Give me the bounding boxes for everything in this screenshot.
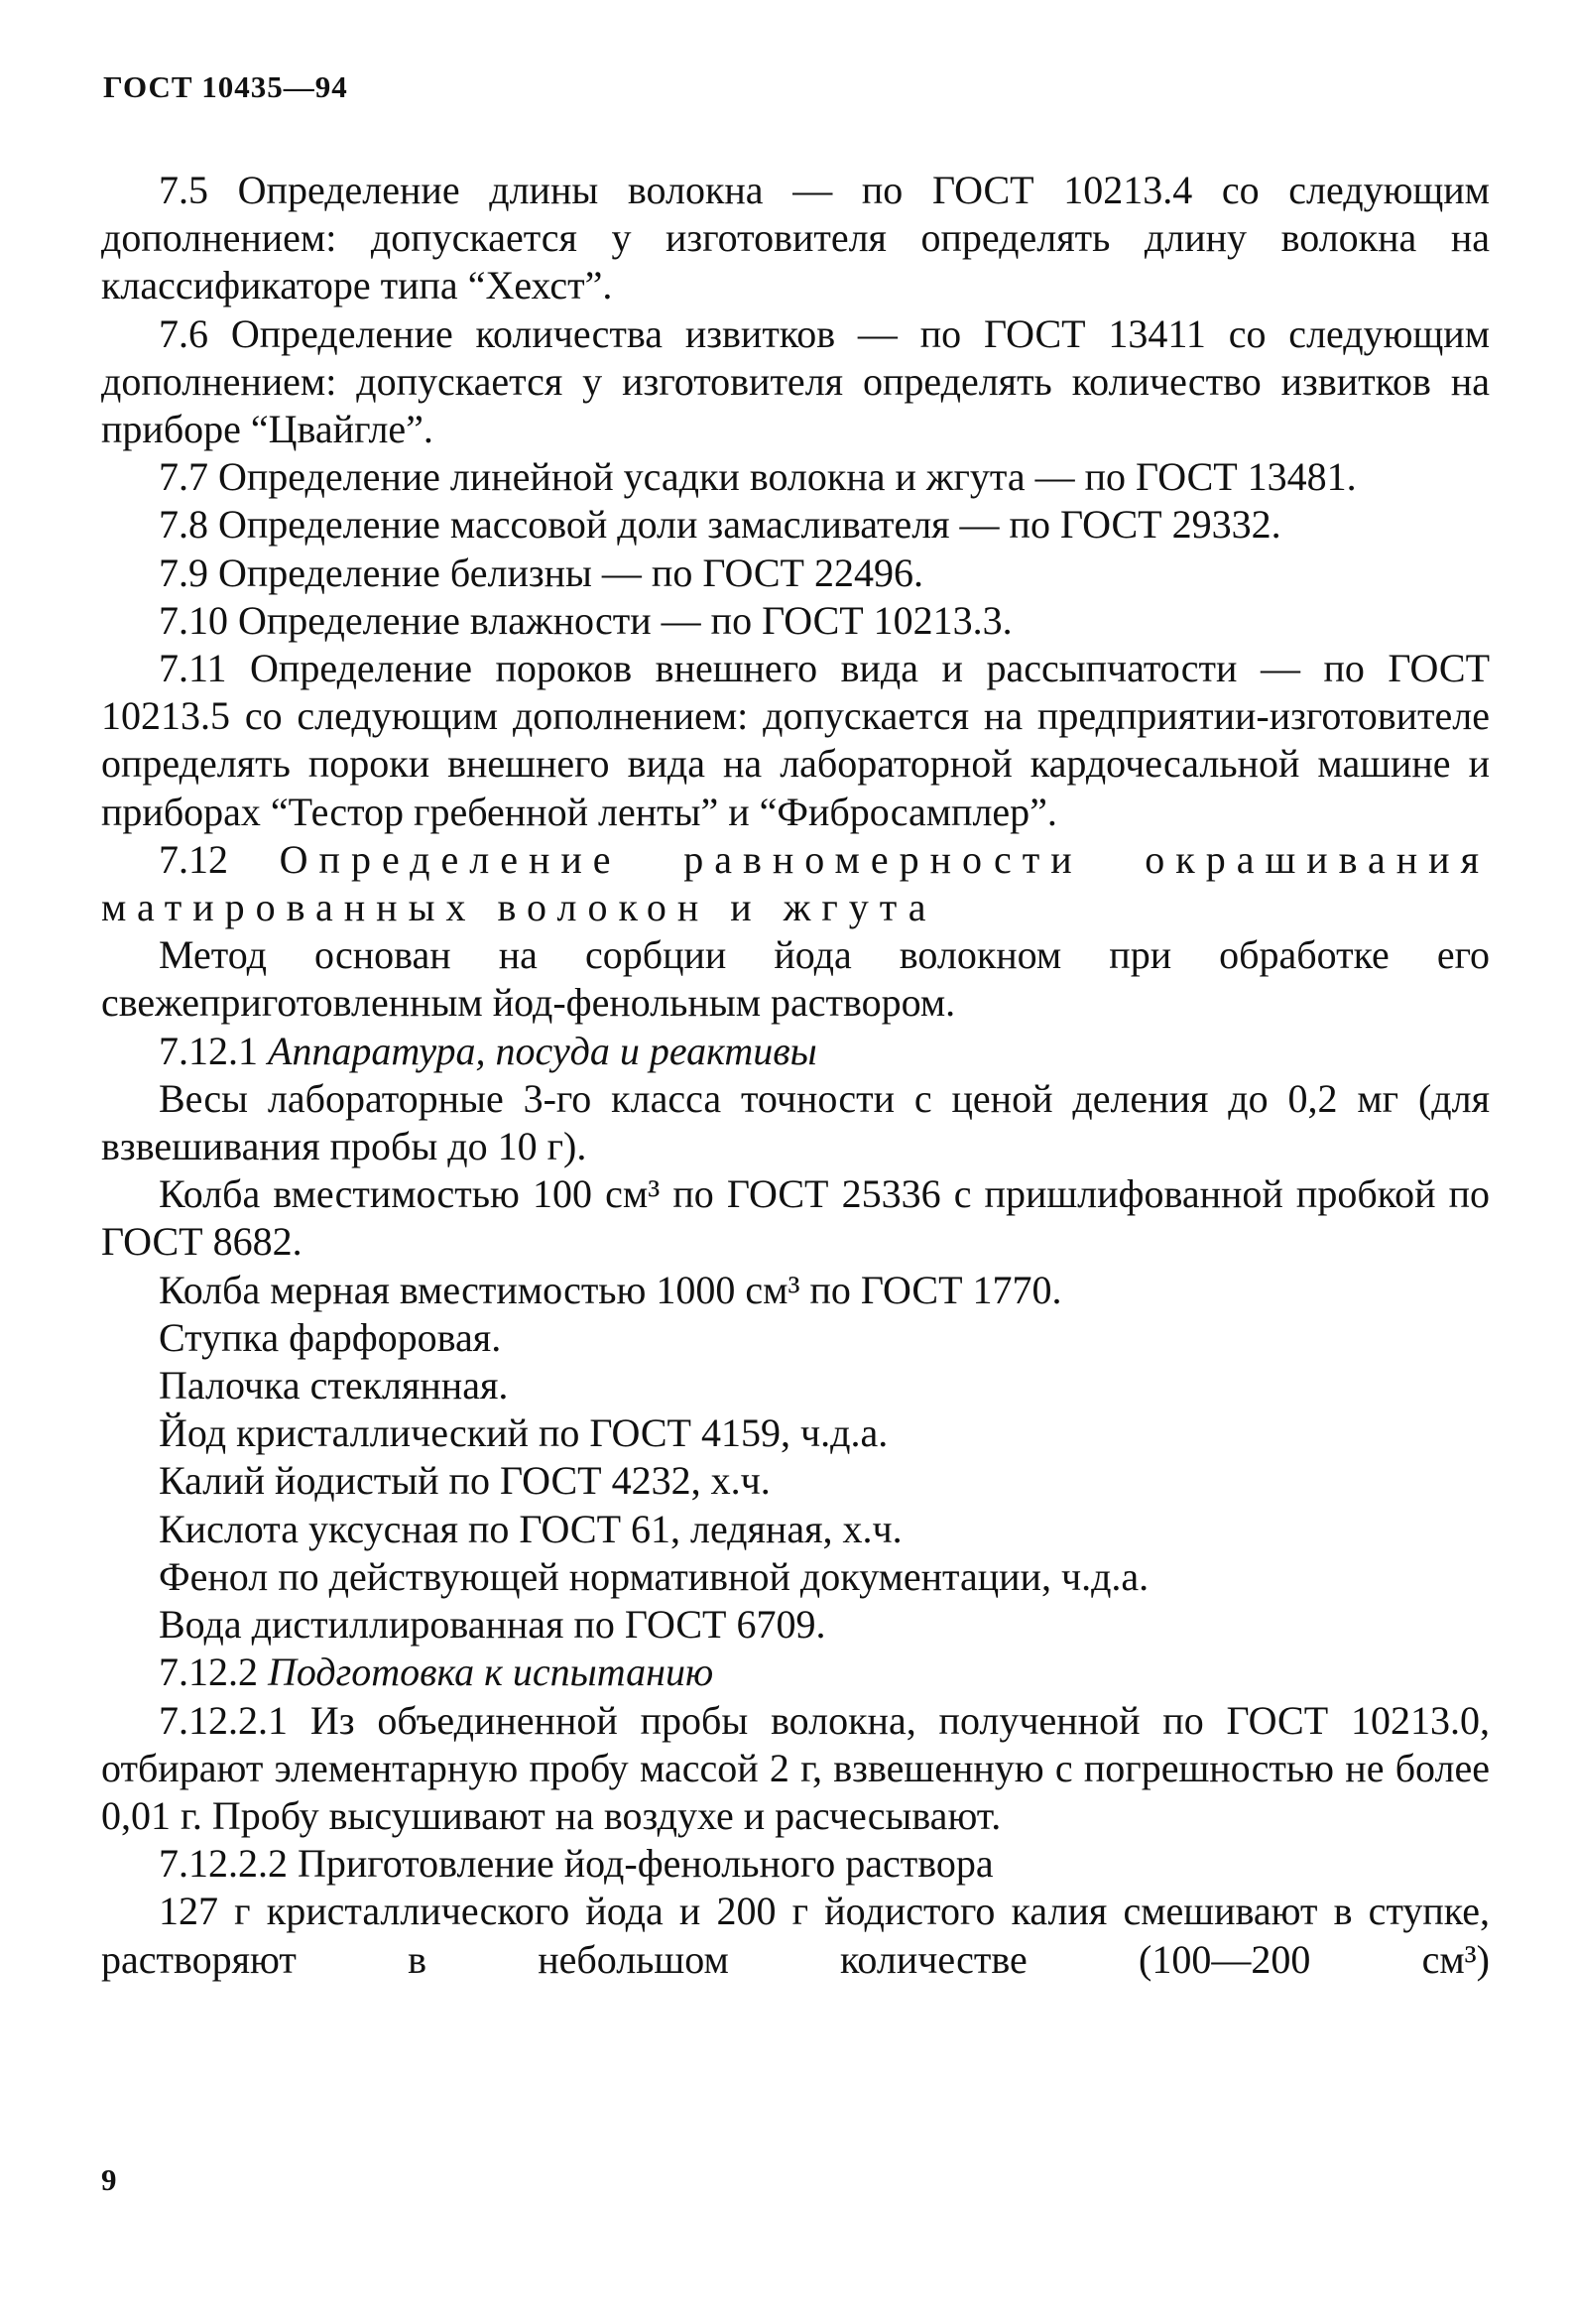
clause-number: 7.8 <box>159 502 208 548</box>
equipment-mortar <box>101 1314 1490 1362</box>
clause-text: Определение влажности — по ГОСТ 10213.3. <box>238 597 1013 643</box>
clause-7-6 <box>101 310 1490 454</box>
clause-7-12-2-1 <box>101 1697 1490 1841</box>
paragraph-text: Кислота уксусная по ГОСТ 61, ледяная, х.ч. <box>159 1506 903 1551</box>
equipment-glass-rod <box>101 1362 1490 1409</box>
clause-number: 7.12.2.2 <box>159 1841 288 1887</box>
clause-7-7 <box>101 453 1490 501</box>
paragraph-text: Калий йодистый по ГОСТ 4232, х.ч. <box>159 1458 771 1504</box>
clause-number: 7.11 <box>159 646 227 691</box>
clause-7-8 <box>101 501 1490 549</box>
clause-7-10 <box>101 597 1490 645</box>
paragraph-text: 127 г кристаллического йода и 200 г йодистого калия смешивают в ступке, растворяют в небольшом количестве (100—200 см³) <box>101 1889 1490 1982</box>
reagent-acetic-acid <box>101 1506 1490 1553</box>
clause-text: Определение массовой доли замасливателя — по ГОСТ 29332. <box>218 502 1281 548</box>
reagent-distilled-water <box>101 1601 1490 1649</box>
reagent-iodine <box>101 1409 1490 1457</box>
reagent-potassium-iodide <box>101 1457 1490 1505</box>
clause-number: 7.12.2.1 <box>159 1697 288 1743</box>
clause-number: 7.12 <box>159 836 228 882</box>
equipment-volumetric-flask <box>101 1267 1490 1314</box>
clause-text: Из объединенной пробы волокна, полученной по ГОСТ 10213.0, отбирают элементарную пробу массой 2 г, взвешенную с погрешностью не более 0,01 г. Пробу высушивают на воздухе и расчесывают. <box>101 1697 1490 1838</box>
clause-number: 7.5 <box>159 168 208 212</box>
clause-text: Определение белизны — по ГОСТ 22496. <box>218 550 923 595</box>
reagent-phenol <box>101 1553 1490 1601</box>
paragraph-text: Колба вместимостью 100 см³ по ГОСТ 25336 с пришлифованной пробкой по ГОСТ 8682. <box>101 1171 1490 1265</box>
clause-number: 7.12.1 <box>159 1028 258 1073</box>
equipment-flask <box>101 1170 1490 1266</box>
clause-number: 7.7 <box>159 454 208 500</box>
clause-text: Определение количества извитков — по ГОСТ 13411 со следующим дополнением: допускается у изготовителя определять количество извитков на приборе “Цвайгле”. <box>101 310 1491 452</box>
paragraph-text: Метод основан на сорбции йода волокном при обработке его свежеприготовленным йод-фенольным раствором. <box>101 932 1490 1026</box>
paragraph-text: Йод кристаллический по ГОСТ 4159, ч.д.а. <box>159 1410 889 1456</box>
paragraph-text: Фенол по действующей нормативной документации, ч.д.а. <box>159 1553 1150 1599</box>
clause-text: Определение длины волокна — по ГОСТ 10213.4 со следующим дополнением: допускается у изготовителя определять длину волокна на классификаторе типа “Хехст”. <box>101 168 1490 308</box>
clause-text: Приготовление йод-фенольного раствора <box>298 1841 994 1887</box>
clause-7-12-1 <box>101 1028 1490 1075</box>
clause-number: 7.10 <box>159 597 228 643</box>
page-number: 9 <box>101 2162 117 2197</box>
clause-number: 7.12.2 <box>159 1650 258 1695</box>
equipment-scales <box>101 1075 1490 1170</box>
paragraph-text: Весы лабораторные 3-го класса точности с ценой деления до 0,2 мг (для взвешивания пробы до 10 г). <box>101 1075 1490 1169</box>
clause-text: Определение линейной усадки волокна и жгута — по ГОСТ 13481. <box>218 454 1357 500</box>
italic-subheading: Аппаратура, посуда и реактивы <box>268 1028 817 1073</box>
document-header: ГОСТ 10435—94 <box>103 69 348 104</box>
clause-7-11 <box>101 645 1490 836</box>
clause-number: 7.9 <box>159 550 208 595</box>
document-body <box>101 167 1490 1984</box>
clause-7-12-2 <box>101 1649 1490 1696</box>
paragraph-text: Ступка фарфоровая. <box>159 1314 502 1360</box>
method-description <box>101 931 1490 1027</box>
clause-7-9 <box>101 550 1490 597</box>
clause-7-12-title <box>101 836 1490 931</box>
paragraph-text: Палочка стеклянная. <box>159 1363 509 1408</box>
paragraph-text: Вода дистиллированная по ГОСТ 6709. <box>159 1602 826 1648</box>
clause-number: 7.6 <box>159 310 208 356</box>
clause-7-12-2-2 <box>101 1840 1490 1888</box>
paragraph-text: Колба мерная вместимостью 1000 см³ по ГОСТ 1770. <box>159 1267 1062 1312</box>
spaced-heading: Определение равномерности окрашивания матированных волокон и жгута <box>101 836 1490 930</box>
solution-preparation <box>101 1888 1490 1983</box>
italic-subheading: Подготовка к испытанию <box>268 1650 714 1695</box>
clause-text: Определение пороков внешнего вида и рассыпчатости — по ГОСТ 10213.5 со следующим дополнением: допускается на предприятии-изготовителе определять пороки внешнего вида на лабораторной кардочесальной машине и приборах “Тестор гребенной ленты” и “Фибросамплер”. <box>101 646 1491 834</box>
clause-7-5 <box>101 167 1490 310</box>
